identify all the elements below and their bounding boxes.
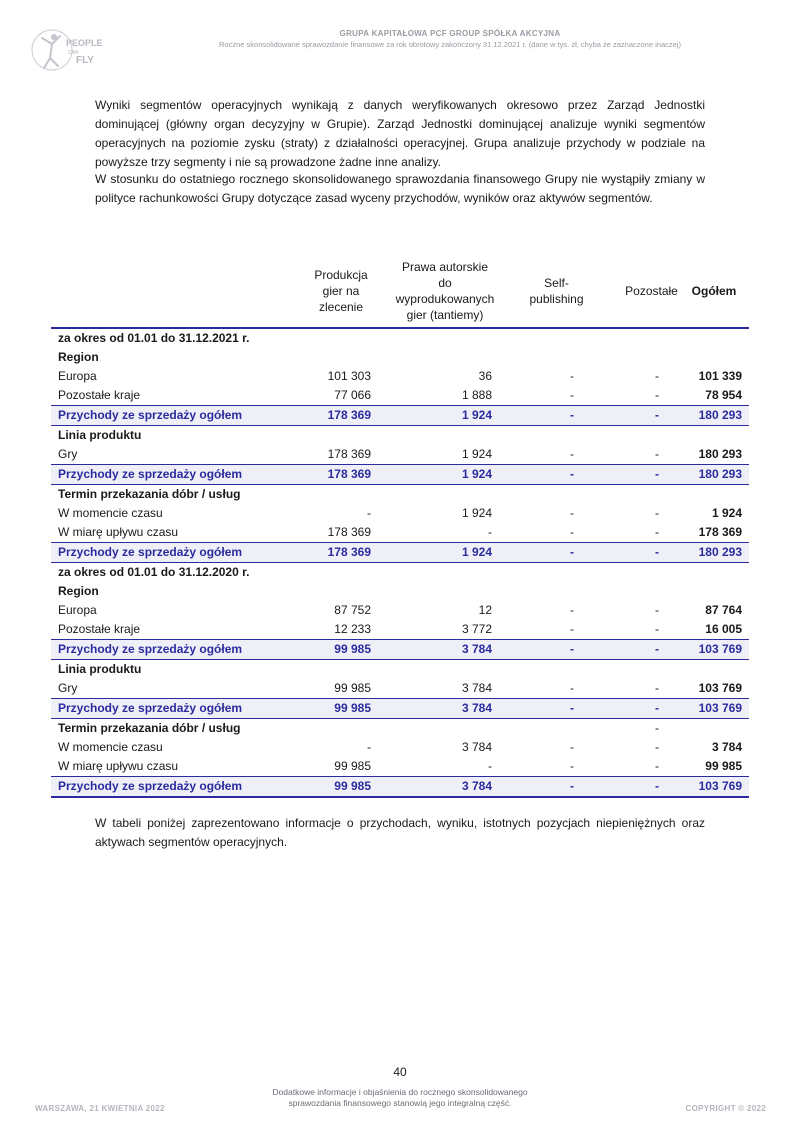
- cell-value: 77 066: [334, 388, 371, 402]
- table-row: [51, 620, 749, 639]
- col-header-production: [301, 267, 381, 315]
- table-row: [51, 348, 749, 367]
- cell-value: -: [655, 681, 659, 695]
- col-header-line: Prawa autorskie: [401, 260, 489, 274]
- cell-value: -: [570, 779, 574, 793]
- table-total-row: [51, 698, 749, 719]
- cell-value: -: [570, 681, 574, 695]
- cell-value: 178 369: [327, 447, 371, 461]
- table-header: [51, 255, 749, 329]
- table-row: [51, 329, 749, 348]
- table-row: [51, 445, 749, 464]
- col-header-line: Self-: [544, 276, 569, 290]
- row-label: Gry: [58, 447, 78, 461]
- cell-value: 180 293: [698, 447, 742, 461]
- cell-value: 99 985: [334, 759, 371, 773]
- cell-value: -: [570, 622, 574, 636]
- cell-value: 101 303: [327, 369, 371, 383]
- cell-value: 1 924: [461, 467, 492, 481]
- row-label: Pozostałe kraje: [58, 388, 141, 402]
- cell-value: 178 369: [327, 408, 371, 422]
- cell-value: 1 924: [461, 506, 492, 520]
- col-header-line: wyprodukowanych: [395, 292, 495, 306]
- table-total-row: [51, 776, 749, 798]
- cell-value: 103 769: [698, 642, 742, 656]
- cell-value: 3 784: [461, 740, 492, 754]
- table-row: [51, 523, 749, 542]
- cell-value: 16 005: [705, 622, 742, 636]
- cell-value: 178 369: [327, 525, 371, 539]
- cell-value: 99 985: [705, 759, 742, 773]
- paragraph-segment-results: Wyniki segmentów operacyjnych wynikają z danych weryfikowanych okresowo przez Zarząd Jednostki dominującej (główny organ decyzyjny w Grupie). Zarząd Jednostki dominującej analizuje wyniki segmentów operacyjnych na poziomie zysku (straty) z działalności operacyjnej. Grupa analizuje przychody w podziale na powyższe trzy segmenty i nie są prowadzone żadne inne analizy.: [95, 98, 705, 169]
- cell-value: -: [655, 642, 659, 656]
- cell-value: 3 784: [461, 701, 492, 715]
- footer-note-line2: sprawozdania finansowego stanowią jego integralną część.: [288, 1098, 512, 1108]
- col-header-line: publishing: [529, 292, 584, 306]
- cell-value: 3 784: [461, 681, 492, 695]
- cell-value: 1 924: [461, 408, 492, 422]
- table-total-row: [51, 639, 749, 660]
- table-row: [51, 367, 749, 386]
- col-header-line: Ogółem: [691, 284, 737, 298]
- row-label: W miarę upływu czasu: [58, 759, 179, 773]
- col-header-line: Pozostałe: [625, 284, 678, 298]
- cell-value: 12 233: [334, 622, 371, 636]
- cell-value: -: [655, 545, 659, 559]
- svg-text:FLY: FLY: [76, 55, 94, 66]
- company-logo: [30, 22, 103, 78]
- cell-value: -: [488, 759, 492, 773]
- cell-value: -: [570, 388, 574, 402]
- cell-value: 178 369: [698, 525, 742, 539]
- col-header-self-publishing: [509, 275, 604, 307]
- footer-place-date: WARSZAWA, 21 KWIETNIA 2022: [35, 1104, 165, 1113]
- col-header-line: Produkcja: [314, 268, 368, 282]
- cell-value: 78 954: [705, 388, 742, 402]
- cell-value: 12: [478, 603, 492, 617]
- cell-value: 1 924: [711, 506, 742, 520]
- cell-value: -: [655, 369, 659, 383]
- cell-value: -: [655, 740, 659, 754]
- cell-value: 99 985: [334, 701, 371, 715]
- cell-value: -: [655, 721, 659, 735]
- cell-value: -: [655, 447, 659, 461]
- row-label: Przychody ze sprzedaży ogółem: [58, 642, 243, 656]
- cell-value: -: [655, 622, 659, 636]
- cell-value: -: [570, 506, 574, 520]
- table-row: [51, 386, 749, 405]
- page-number: 40: [393, 1065, 407, 1079]
- report-subtitle: Roczne skonsolidowane sprawozdanie finansowe za rok obrotowy zakończony 31.12.2021 r. (dane w tys. zł, chyba że zaznaczone inaczej): [219, 40, 681, 49]
- cell-value: -: [655, 603, 659, 617]
- table-row: [51, 601, 749, 620]
- paragraph-table-intro: W tabeli poniżej zaprezentowano informacje o przychodach, wyniku, istotnych pozycjach niepieniężnych oraz aktywach segmentów operacyjnych.: [95, 816, 705, 849]
- cell-value: 1 924: [461, 545, 492, 559]
- page-header: [100, 29, 800, 49]
- cell-value: -: [570, 642, 574, 656]
- row-label: W miarę upływu czasu: [58, 525, 179, 539]
- cell-value: -: [570, 408, 574, 422]
- row-label: Termin przekazania dóbr / usług: [58, 487, 241, 501]
- cell-value: -: [570, 525, 574, 539]
- cell-value: -: [570, 740, 574, 754]
- footer-note-line1: Dodatkowe informacje i objaśnienia do rocznego skonsolidowanego: [272, 1087, 528, 1097]
- cell-value: -: [655, 525, 659, 539]
- svg-text:PEOPLE: PEOPLE: [66, 38, 103, 48]
- cell-value: -: [655, 467, 659, 481]
- cell-value: 87 764: [705, 603, 742, 617]
- table-row: [51, 719, 749, 738]
- cell-value: 103 769: [698, 779, 742, 793]
- cell-value: 101 339: [698, 369, 742, 383]
- row-label: Przychody ze sprzedaży ogółem: [58, 408, 243, 422]
- row-label: Europa: [58, 603, 97, 617]
- cell-value: -: [655, 759, 659, 773]
- cell-value: -: [367, 740, 371, 754]
- cell-value: -: [570, 603, 574, 617]
- cell-value: 103 769: [698, 701, 742, 715]
- footer-copyright: COPYRIGHT © 2022: [685, 1104, 766, 1113]
- table-total-row: [51, 542, 749, 563]
- row-label: W momencie czasu: [58, 740, 163, 754]
- table-body: [51, 329, 749, 798]
- row-label: Region: [58, 584, 99, 598]
- table-row: [51, 738, 749, 757]
- cell-value: 3 784: [711, 740, 742, 754]
- row-label: Pozostałe kraje: [58, 622, 141, 636]
- cell-value: 36: [478, 369, 492, 383]
- row-label: Region: [58, 350, 99, 364]
- cell-value: -: [570, 369, 574, 383]
- cell-value: 178 369: [327, 545, 371, 559]
- row-label: Linia produktu: [58, 662, 142, 676]
- col-header-line: zlecenie: [318, 300, 364, 314]
- row-label: za okres od 01.01 do 31.12.2020 r.: [58, 565, 250, 579]
- row-label: Gry: [58, 681, 78, 695]
- cell-value: 99 985: [334, 642, 371, 656]
- cell-value: -: [655, 506, 659, 520]
- table-row: [51, 504, 749, 523]
- cell-value: 3 784: [461, 642, 492, 656]
- cell-value: 99 985: [334, 681, 371, 695]
- col-header-royalties: [381, 259, 509, 323]
- table-row: [51, 485, 749, 504]
- segment-revenue-table: [51, 255, 749, 798]
- col-header-line: gier (tantiemy): [406, 308, 484, 322]
- table-row: [51, 582, 749, 601]
- paragraph-accounting-policy: W stosunku do ostatniego rocznego skonsolidowanego sprawozdania finansowego Grupy nie wystąpiły zmiany w polityce rachunkowości Grupy dotyczące zasad wyceny przychodów, wyników oraz aktywów segmentów.: [95, 172, 705, 205]
- table-row: [51, 563, 749, 582]
- cell-value: 3 784: [461, 779, 492, 793]
- table-row: [51, 679, 749, 698]
- cell-value: -: [570, 545, 574, 559]
- table-total-row: [51, 464, 749, 485]
- cell-value: -: [655, 388, 659, 402]
- svg-text:CAN: CAN: [68, 50, 79, 56]
- col-header-total: [679, 283, 749, 299]
- cell-value: -: [488, 525, 492, 539]
- cell-value: -: [570, 467, 574, 481]
- table-row: [51, 426, 749, 445]
- table-row: [51, 660, 749, 679]
- row-label: za okres od 01.01 do 31.12.2021 r.: [58, 331, 250, 345]
- cell-value: 3 772: [461, 622, 492, 636]
- row-label: Przychody ze sprzedaży ogółem: [58, 779, 243, 793]
- cell-value: -: [570, 701, 574, 715]
- cell-value: 1 888: [461, 388, 492, 402]
- cell-value: 1 924: [461, 447, 492, 461]
- row-label: Przychody ze sprzedaży ogółem: [58, 545, 243, 559]
- cell-value: -: [367, 506, 371, 520]
- cell-value: 99 985: [334, 779, 371, 793]
- cell-value: 180 293: [698, 467, 742, 481]
- col-header-line: gier na: [322, 284, 360, 298]
- table-total-row: [51, 405, 749, 426]
- cell-value: 178 369: [327, 467, 371, 481]
- row-label: Linia produktu: [58, 428, 142, 442]
- cell-value: -: [655, 701, 659, 715]
- cell-value: -: [570, 447, 574, 461]
- cell-value: 180 293: [698, 408, 742, 422]
- row-label: Europa: [58, 369, 97, 383]
- company-name: GRUPA KAPITAŁOWA PCF GROUP SPÓŁKA AKCYJNA: [339, 29, 561, 38]
- cell-value: -: [655, 779, 659, 793]
- people-can-fly-logo-icon: [30, 22, 103, 78]
- cell-value: 87 752: [334, 603, 371, 617]
- cell-value: -: [570, 759, 574, 773]
- col-header-line: do: [438, 276, 452, 290]
- cell-value: 103 769: [698, 681, 742, 695]
- row-label: Przychody ze sprzedaży ogółem: [58, 467, 243, 481]
- row-label: Termin przekazania dóbr / usług: [58, 721, 241, 735]
- cell-value: 180 293: [698, 545, 742, 559]
- row-label: W momencie czasu: [58, 506, 163, 520]
- cell-value: -: [655, 408, 659, 422]
- table-row: [51, 757, 749, 776]
- row-label: Przychody ze sprzedaży ogółem: [58, 701, 243, 715]
